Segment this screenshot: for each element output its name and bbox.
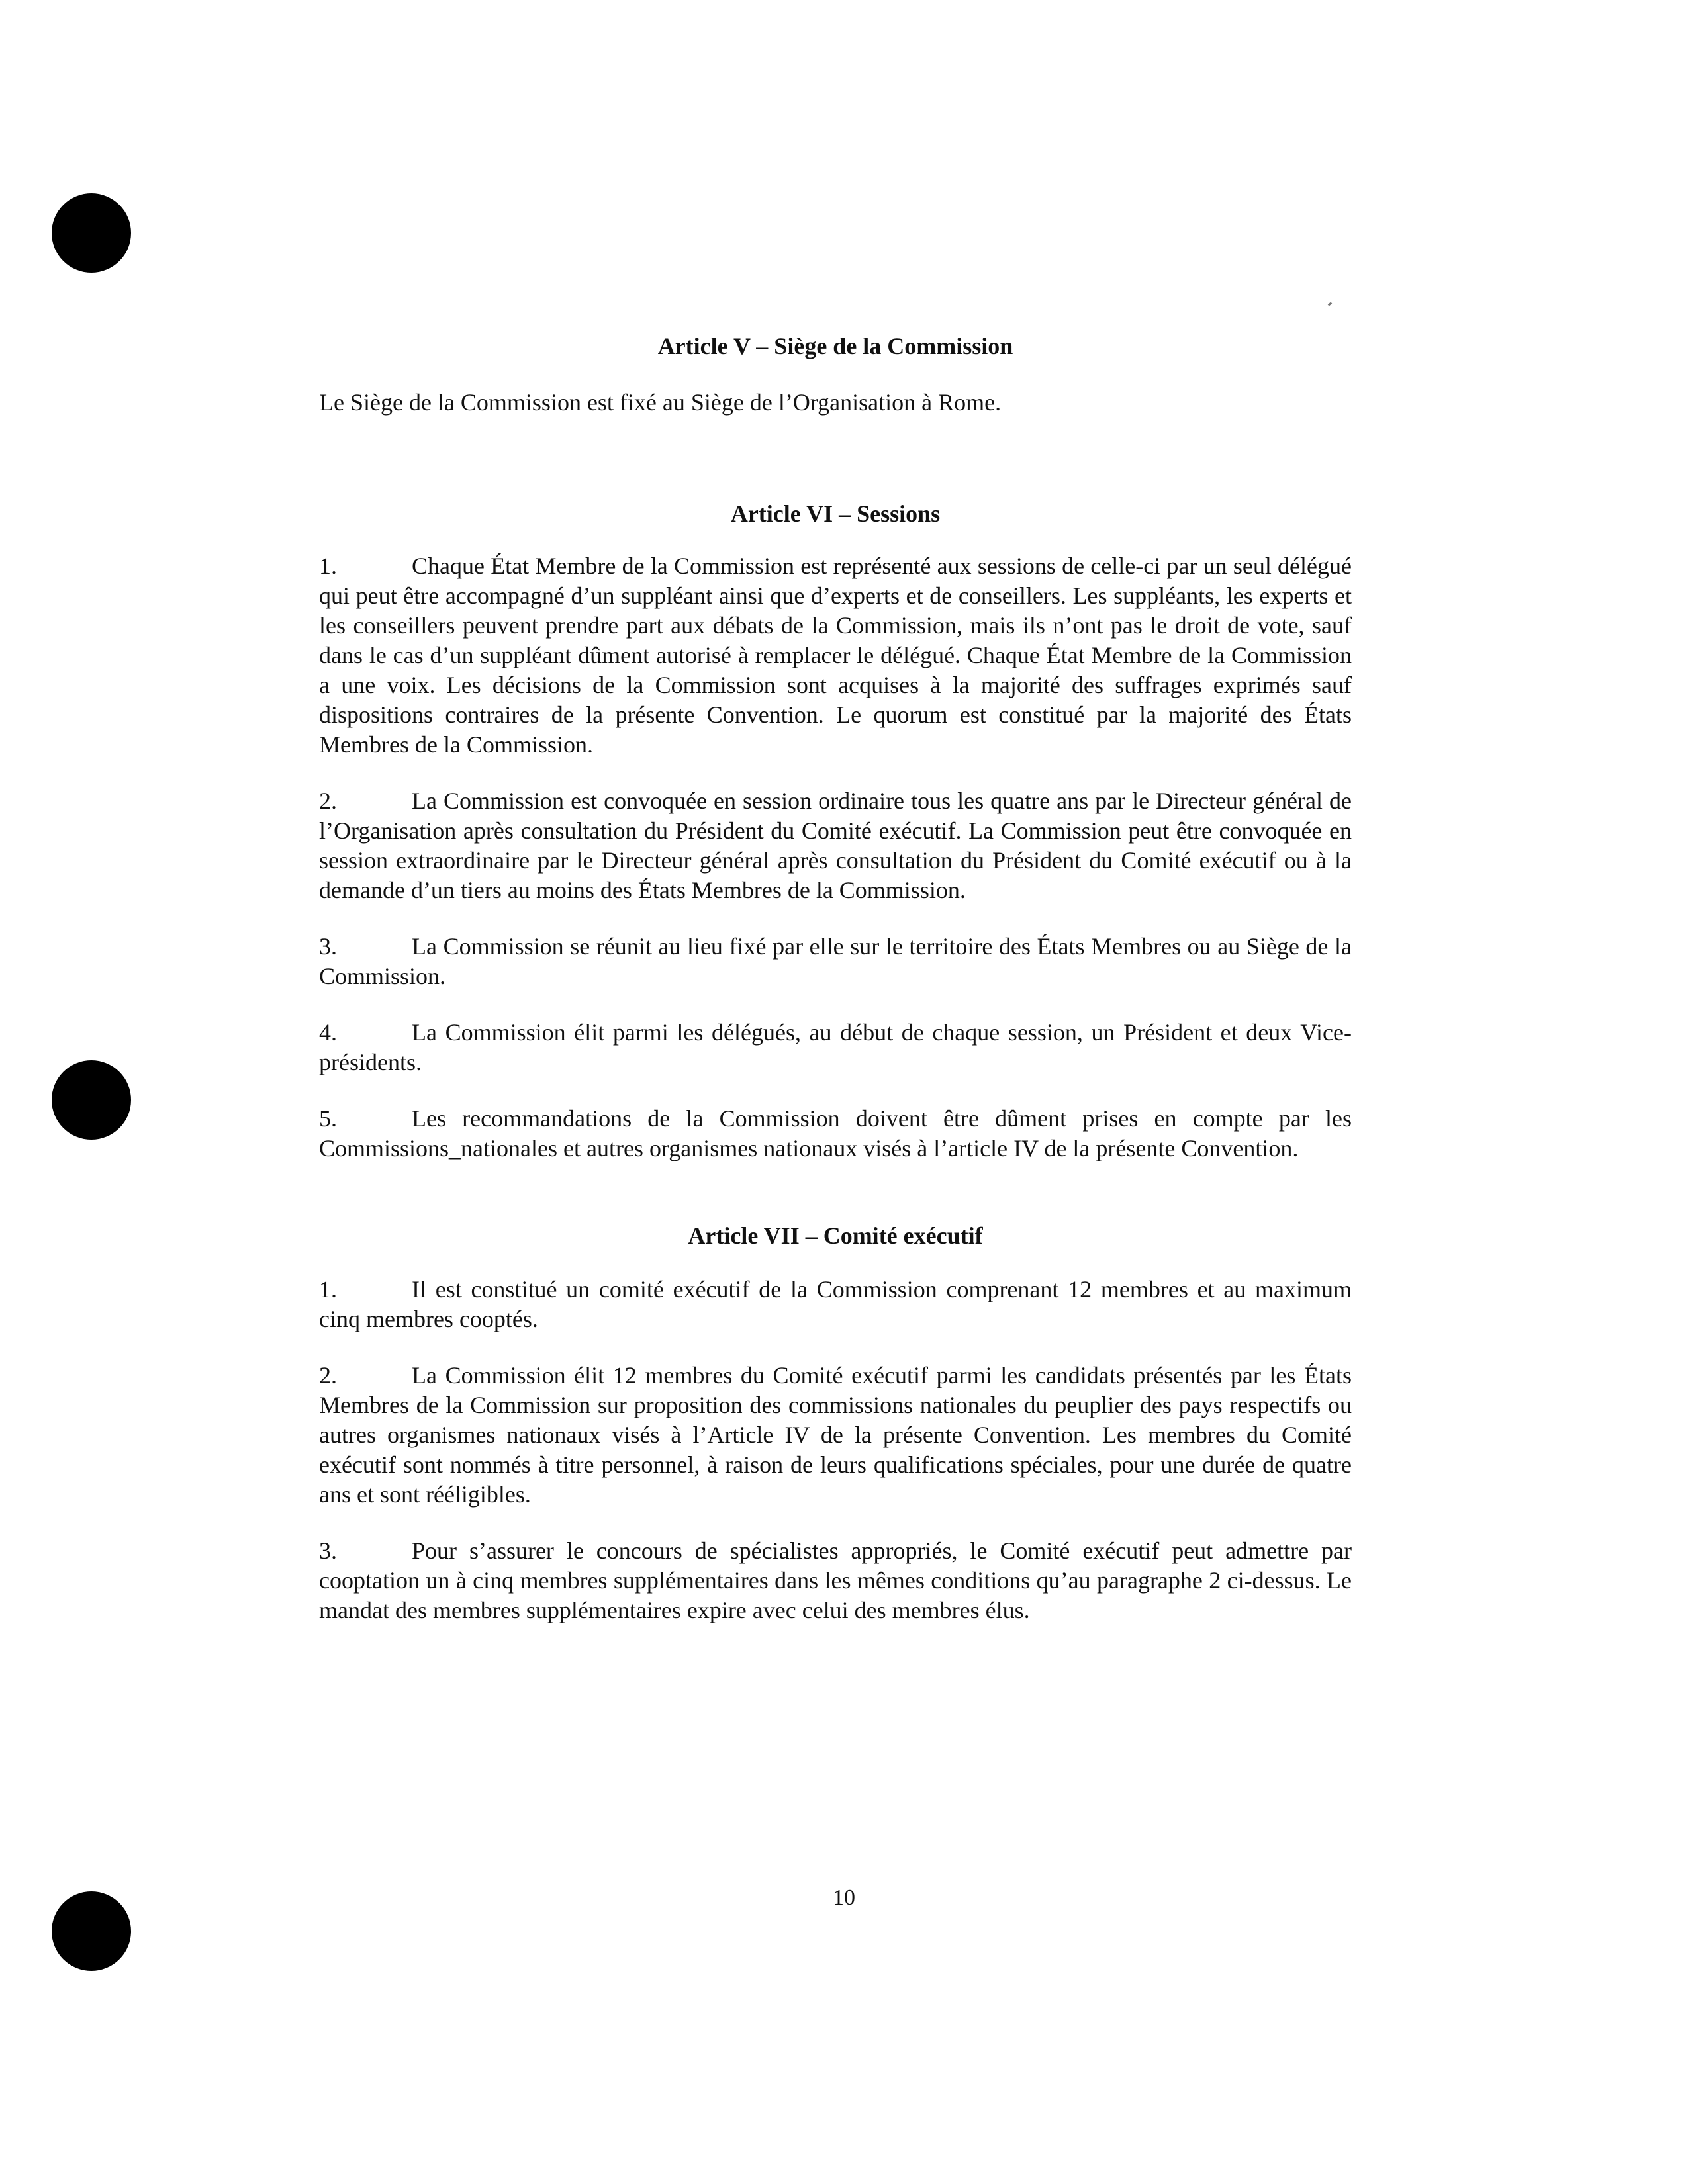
paragraph-text: Le Siège de la Commission est fixé au Siège de l’Organisation à Rome. bbox=[319, 389, 1002, 416]
article-title: Article VII – Comité exécutif bbox=[688, 1222, 983, 1249]
paragraph bbox=[319, 932, 1352, 991]
paragraph-number: 1. bbox=[319, 553, 337, 579]
paragraph-number: 4. bbox=[319, 1019, 337, 1046]
paragraph-number: 3. bbox=[319, 1537, 337, 1564]
paragraph-text: La Commission élit 12 membres du Comité exécutif parmi les candidats présentés par les États Membres de la Commission sur proposition des commissions nationales du peuplier des pays respectifs ou autres organismes nationaux visés à l’Article IV de la présente Convention. Les membres du Comité exécutif sont nommés à titre personnel, à raison de leurs qualifications spéciales, pour une durée de quatre ans et sont rééligibles. bbox=[319, 1362, 1352, 1508]
paragraph-text: Chaque État Membre de la Commission est représenté aux sessions de celle-ci par un seul délégué qui peut être accompagné d’un suppléant ainsi que d’experts et de conseillers. Les suppléants, les experts et les conseillers peuvent prendre part aux débats de la Commission, mais ils n’ont pas le droit de vote, sauf dans le cas d’un suppléant dûment autorisé à remplacer le délégué. Chaque État Membre de la Commission a une voix. Les décisions de la Commission sont acquises à la majorité des suffrages exprimés sauf dispositions contraires de la présente Convention. Le quorum est constitué par la majorité des États Membres de la Commission. bbox=[319, 553, 1352, 758]
page-number: 10 bbox=[833, 1886, 855, 1910]
paragraph-text: Les recommandations de la Commission doivent être dûment prises en compte par les Commissions_nationales et autres organismes nationaux visés à l’article IV de la présente Convention. bbox=[319, 1105, 1352, 1161]
article-6 bbox=[319, 498, 1352, 1163]
article-title: Article VI – Sessions bbox=[730, 500, 941, 527]
punch-hole bbox=[52, 1060, 131, 1140]
paragraph-number: 1. bbox=[319, 1276, 337, 1302]
paragraph-number: 5. bbox=[319, 1105, 337, 1132]
article-5 bbox=[319, 331, 1352, 418]
paragraph-text: La Commission se réunit au lieu fixé par elle sur le territoire des États Membres ou au Siège de la Commission. bbox=[319, 933, 1352, 989]
article-title: Article V – Siège de la Commission bbox=[657, 333, 1013, 359]
paragraph-text: Pour s’assurer le concours de spécialistes appropriés, le Comité exécutif peut admettre par cooptation un à cinq membres supplémentaires dans les mêmes conditions qu’au paragraphe 2 ci-dessus. Le mandat des membres supplémentaires expire avec celui des membres élus. bbox=[319, 1537, 1352, 1623]
paragraph bbox=[319, 1536, 1352, 1625]
paragraph-number: 2. bbox=[319, 788, 337, 814]
paragraph-number: 2. bbox=[319, 1362, 337, 1388]
scan-speck bbox=[1328, 302, 1333, 306]
paragraph bbox=[319, 786, 1352, 905]
paragraph-text: Il est constitué un comité exécutif de la Commission comprenant 12 membres et au maximum cinq membres cooptés. bbox=[319, 1276, 1352, 1332]
paragraph bbox=[319, 551, 1352, 760]
paragraph-number: 3. bbox=[319, 933, 337, 960]
paragraph bbox=[319, 1275, 1352, 1334]
paragraph-text: La Commission est convoquée en session ordinaire tous les quatre ans par le Directeur général de l’Organisation après consultation du Président du Comité exécutif. La Commission peut être convoquée en session extraordinaire par le Directeur général après consultation du Président du Comité exécutif ou à la demande d’un tiers au moins des États Membres de la Commission. bbox=[319, 788, 1352, 903]
paragraph bbox=[319, 1361, 1352, 1510]
paragraph bbox=[319, 388, 1352, 418]
paragraph-text: La Commission élit parmi les délégués, au début de chaque session, un Président et deux Vice-présidents. bbox=[319, 1019, 1352, 1075]
punch-hole bbox=[52, 193, 131, 273]
article-7 bbox=[319, 1220, 1352, 1625]
page-body bbox=[319, 331, 1352, 1625]
paragraph bbox=[319, 1018, 1352, 1077]
paragraph bbox=[319, 1104, 1352, 1163]
